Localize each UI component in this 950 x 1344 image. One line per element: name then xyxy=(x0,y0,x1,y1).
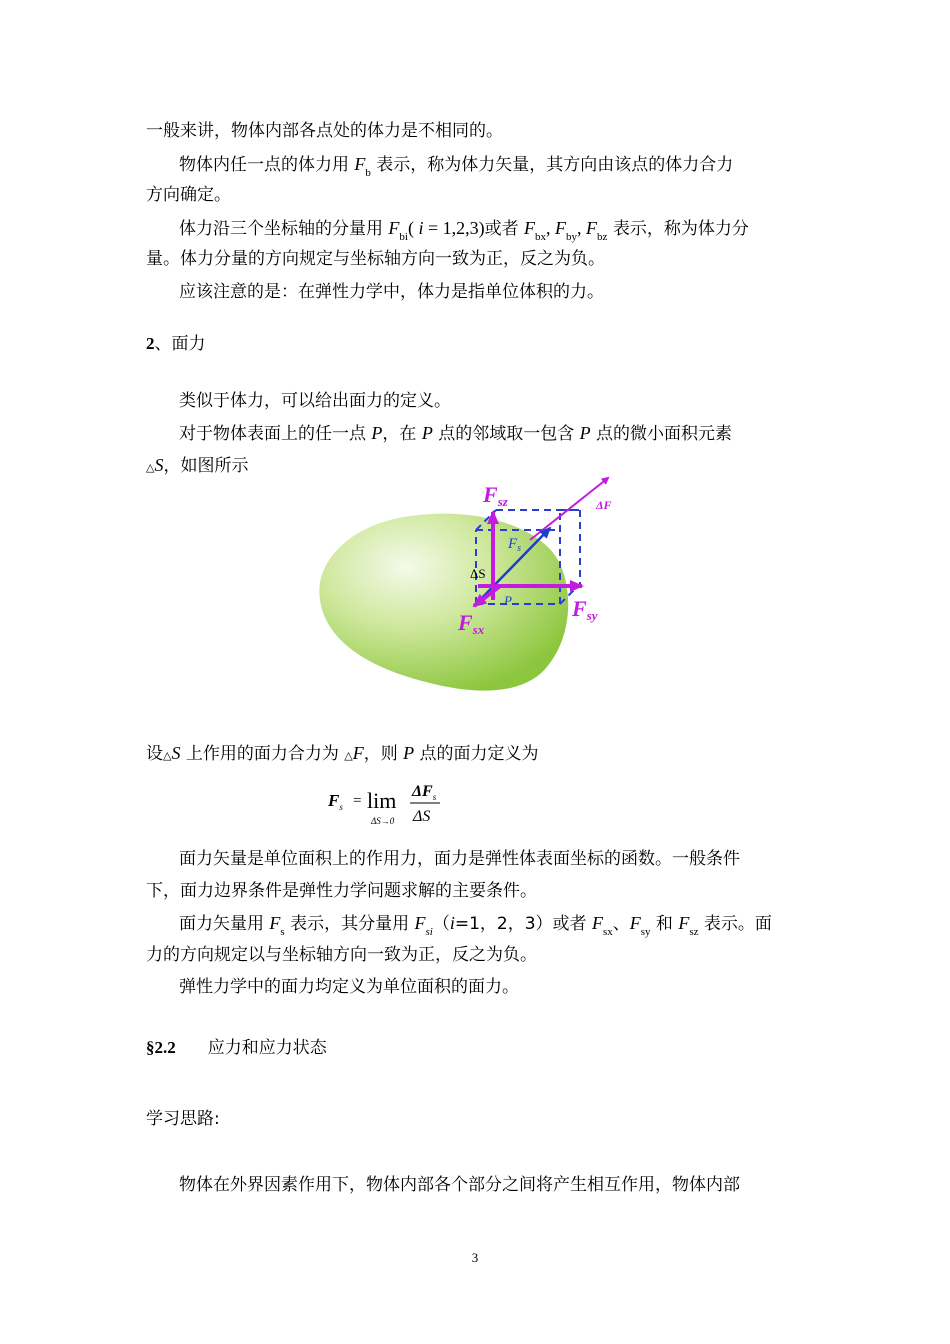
paragraph-body-force-components-cont xyxy=(146,248,605,270)
label-text: 学习思路: xyxy=(146,1109,220,1129)
symbol-f: F xyxy=(414,913,426,933)
paragraph-surface-element-cont xyxy=(146,454,248,479)
symbol-delta: △ xyxy=(146,461,155,474)
subscript: s xyxy=(280,926,285,938)
symbol-i: i xyxy=(449,913,455,933)
section-heading xyxy=(146,1037,327,1059)
formula-limit-condition: ΔS→0 xyxy=(371,816,395,826)
symbol-p: P xyxy=(421,423,433,443)
section-number: §2.2 xyxy=(146,1038,176,1057)
text-run: 设 xyxy=(146,744,163,764)
text-run: ( xyxy=(407,218,419,238)
formula-lim: lim xyxy=(367,788,397,813)
symbol-p: P xyxy=(403,743,415,763)
text-run: 点的面力定义为 xyxy=(414,744,539,764)
text-run: 应该注意的是：在弹性力学中，体力是指单位体积的力。 xyxy=(179,282,604,302)
text-run: 、 xyxy=(612,914,630,934)
text-run: （ xyxy=(432,914,450,934)
text-run: 面力矢量用 xyxy=(179,914,270,934)
symbol-f: F xyxy=(629,913,641,933)
paragraph-body-force-varies xyxy=(146,120,503,142)
symbol-f: F xyxy=(591,913,603,933)
text-run: 点的微小面积元素 xyxy=(590,424,733,444)
subscript: bx xyxy=(535,231,547,243)
text-run: 表示。面 xyxy=(698,914,772,934)
subscript: sz xyxy=(689,926,699,938)
paragraph-surface-force-intro xyxy=(179,390,451,412)
text-run: 类似于体力，可以给出面力的定义。 xyxy=(179,391,451,411)
label-fsx: Fsx xyxy=(458,610,485,637)
subscript: sx xyxy=(602,926,613,938)
text-run: 面力矢量是单位面积上的作用力，面力是弹性体表面坐标的函数。一般条件 xyxy=(179,849,740,869)
label-delta-f: ΔF xyxy=(596,498,612,512)
surface-force-diagram xyxy=(310,472,640,702)
text-run: 体力沿三个坐标轴的分量用 xyxy=(179,219,389,239)
subscript: si xyxy=(425,926,433,938)
text-run: 方向确定。 xyxy=(146,185,231,205)
heading-surface-force xyxy=(146,333,206,355)
subscript: by xyxy=(566,231,578,243)
paragraph-surface-force-definition xyxy=(146,742,539,767)
text-run: , xyxy=(577,218,587,238)
text-run: 表示，称为体力矢量，其方向由该点的体力合力 xyxy=(370,155,734,175)
symbol-f: F xyxy=(555,218,567,238)
text-run: 和 xyxy=(650,914,679,934)
symbol-f: F xyxy=(269,913,281,933)
symbol-p: P xyxy=(371,423,383,443)
symbol-f: F xyxy=(388,218,400,238)
heading-text: 、面力 xyxy=(154,334,206,354)
text-run: , xyxy=(546,218,556,238)
label-fs: $F_s$ xyxy=(508,536,522,554)
text-run: 量。体力分量的方向规定与坐标轴方向一致为正，反之为负。 xyxy=(146,249,605,269)
label-fsz: Fsz xyxy=(483,482,508,509)
subscript: bi xyxy=(399,231,408,243)
surface-force-formula xyxy=(326,776,456,832)
text-run: 物体内任一点的体力用 xyxy=(179,155,355,175)
symbol-f: F xyxy=(354,154,366,174)
text-run: 弹性力学中的面力均定义为单位面积的面力。 xyxy=(179,977,519,997)
paragraph-surface-force-unit xyxy=(179,976,519,998)
paragraph-surface-force-components-cont xyxy=(146,944,537,966)
text-run: 下，面力边界条件是弹性力学问题求解的主要条件。 xyxy=(146,881,537,901)
section-title: 应力和应力状态 xyxy=(207,1038,327,1058)
text-run: 上作用的面力合力为 xyxy=(180,744,345,764)
text-run: ，则 xyxy=(363,744,404,764)
paragraph-body-force-note xyxy=(179,281,604,303)
formula-denominator: ΔS xyxy=(413,808,431,825)
text-run: 或者 xyxy=(484,219,525,239)
text-run: 表示，其分量用 xyxy=(284,914,415,934)
text-run: ，在 xyxy=(382,424,422,444)
symbol-f: F xyxy=(678,913,690,933)
symbol-delta: △ xyxy=(163,749,172,762)
subscript: bz xyxy=(597,231,608,243)
symbol-f: F xyxy=(586,218,598,238)
text-run: 力的方向规定以与坐标轴方向一致为正，反之为负。 xyxy=(146,945,537,965)
paragraph-surface-force-function-cont xyxy=(146,880,537,902)
paragraph-body-force-vector xyxy=(179,153,733,184)
formula-equals: = xyxy=(353,793,362,809)
paragraph-text: 一般来讲，物体内部各点处的体力是不相同的。 xyxy=(146,121,503,141)
text-run: 物体在外界因素作用下，物体内部各个部分之间将产生相互作用，物体内部 xyxy=(179,1175,740,1195)
study-approach-label xyxy=(146,1108,220,1130)
symbol-s: S xyxy=(171,743,181,763)
heading-number: 2 xyxy=(146,334,155,353)
label-fsy: Fsy xyxy=(572,596,598,623)
text-run: ，如图所示 xyxy=(163,456,249,476)
text-run: 点的邻域取一包含 xyxy=(432,424,580,444)
symbol-f: F xyxy=(352,743,364,763)
symbol-i: i xyxy=(418,218,424,238)
text-run: =1，2，3）或者 xyxy=(454,914,592,934)
symbol-f: F xyxy=(524,218,536,238)
label-delta-s: ΔS xyxy=(470,566,486,581)
page-number: 3 xyxy=(471,1250,479,1265)
paragraph-body-force-vector-cont xyxy=(146,184,231,206)
formula-numerator: $\Delta F_s$ xyxy=(412,783,437,802)
symbol-delta: △ xyxy=(344,749,353,762)
subscript: sy xyxy=(640,926,651,938)
text-run: 对于物体表面上的任一点 xyxy=(179,424,372,444)
text-run: 表示，称为体力分 xyxy=(607,219,749,239)
label-p: P xyxy=(504,593,512,608)
paragraph-body-force-components xyxy=(179,217,749,248)
symbol-p: P xyxy=(579,423,591,443)
formula-lhs: $F_s$ xyxy=(328,791,343,812)
subscript: b xyxy=(365,167,371,179)
paragraph-stress-intro xyxy=(179,1174,740,1196)
text-run: = 1,2,3) xyxy=(423,218,485,238)
paragraph-surface-force-function xyxy=(179,848,740,870)
symbol-s: S xyxy=(154,455,164,475)
paragraph-surface-element xyxy=(179,422,732,445)
paragraph-surface-force-components xyxy=(179,912,772,943)
